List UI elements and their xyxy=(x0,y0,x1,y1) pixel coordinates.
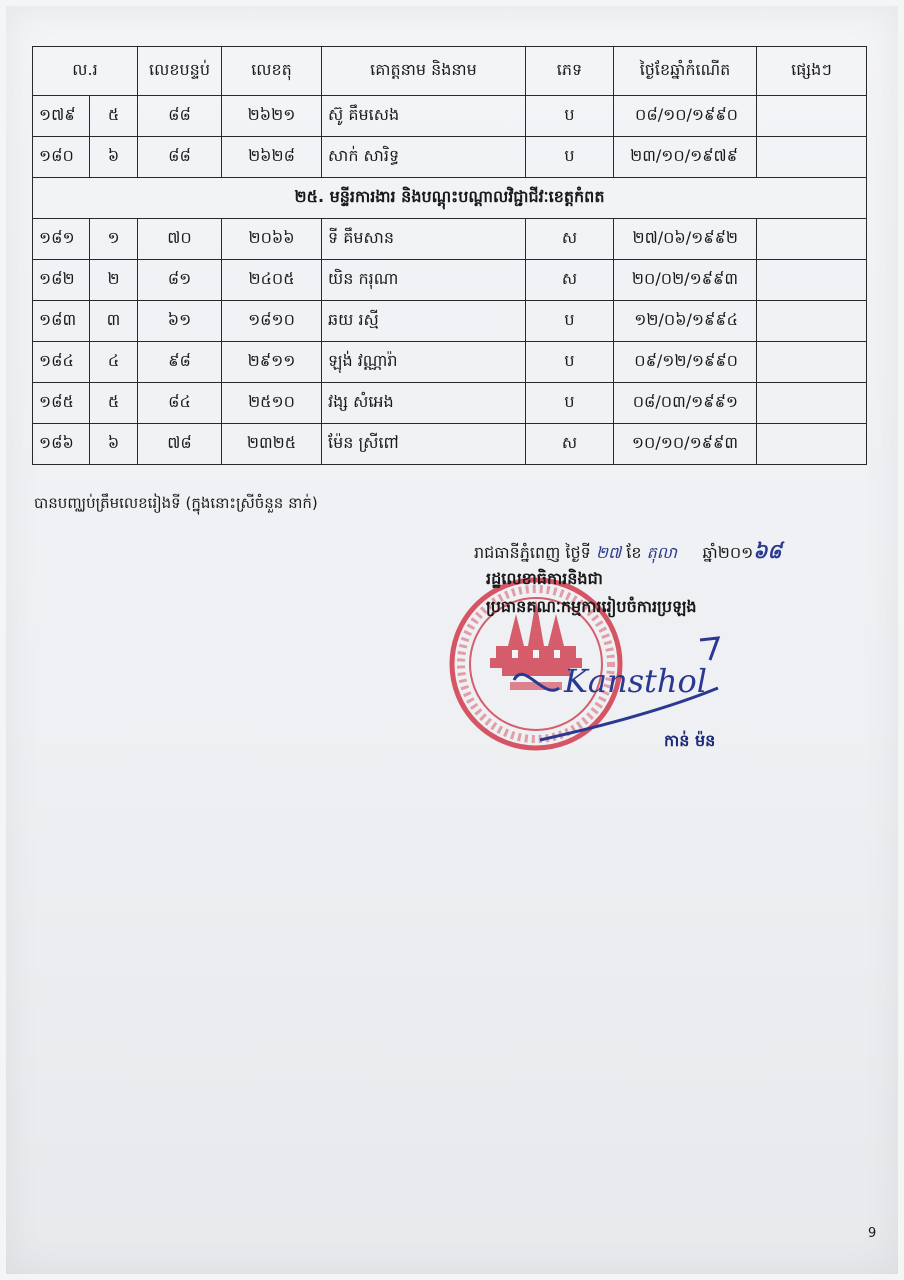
header-no: ល.រ xyxy=(33,47,138,96)
header-room: លេខបន្ទប់ xyxy=(138,47,222,96)
cell-name: ទី គឹមសាន xyxy=(322,219,526,260)
cell-no: ១៨៣ xyxy=(33,301,90,342)
handwritten-month: តុលា xyxy=(646,543,678,562)
cell-room: ៨១ xyxy=(138,260,222,301)
cell-desk: ២៩១១ xyxy=(222,342,322,383)
cell-sub: ៤ xyxy=(90,342,138,383)
cell-sex: ប xyxy=(526,137,614,178)
place-date-line xyxy=(474,538,782,568)
cell-other xyxy=(757,301,867,342)
table-row xyxy=(33,219,867,260)
cell-room: ៧០ xyxy=(138,219,222,260)
cell-other xyxy=(757,219,867,260)
cell-name: យិន ករុណា xyxy=(322,260,526,301)
cell-sub: ២ xyxy=(90,260,138,301)
cell-other xyxy=(757,96,867,137)
cell-room: ៧៨ xyxy=(138,424,222,465)
header-name: គោត្តនាម និងនាម xyxy=(322,47,526,96)
cell-no: ១៧៩ xyxy=(33,96,90,137)
cell-dob: ០៨/០៣/១៩៩១ xyxy=(614,383,757,424)
cell-room: ៨៨ xyxy=(138,137,222,178)
cell-desk: ២៦២៨ xyxy=(222,137,322,178)
cell-name: ម៉ែន ស្រីពៅ xyxy=(322,424,526,465)
cell-dob: ០៩/១២/១៩៩០ xyxy=(614,342,757,383)
cell-no: ១៨២ xyxy=(33,260,90,301)
cell-other xyxy=(757,260,867,301)
cell-no: ១៨៤ xyxy=(33,342,90,383)
cell-sub: ៥ xyxy=(90,383,138,424)
table-row xyxy=(33,342,867,383)
cell-sub: ៦ xyxy=(90,424,138,465)
table-row xyxy=(33,383,867,424)
cell-desk: ២០៦៦ xyxy=(222,219,322,260)
table-row xyxy=(33,137,867,178)
cell-sex: ប xyxy=(526,383,614,424)
handwritten-year: ៦៨ xyxy=(753,539,782,563)
cell-name: វង្ស សំអេង xyxy=(322,383,526,424)
cell-name: ស៊ូ គឹមសេង xyxy=(322,96,526,137)
cell-desk: ១៨១០ xyxy=(222,301,322,342)
cell-dob: ១២/០៦/១៩៩៤ xyxy=(614,301,757,342)
cell-sub: ១ xyxy=(90,219,138,260)
cell-sex: ប xyxy=(526,96,614,137)
cell-sub: ៥ xyxy=(90,96,138,137)
cell-no: ១៨១ xyxy=(33,219,90,260)
closing-note: បានបញ្ឈប់ត្រឹមលេខរៀងទី (ក្នុងនោះស្រីចំនួន នាក់) xyxy=(34,494,318,512)
page-number: 9 xyxy=(868,1226,877,1241)
section-row xyxy=(33,178,867,219)
cell-sex: ស xyxy=(526,424,614,465)
cell-name: ឡុង់ វណ្ណារ៉ា xyxy=(322,342,526,383)
cell-sex: ប xyxy=(526,342,614,383)
cell-room: ៦១ xyxy=(138,301,222,342)
section-title: ២៥. មន្ទីរការងារ និងបណ្តុះបណ្តាលវិជ្ជាជីវៈខេត្តកំពត xyxy=(33,178,867,219)
cell-no: ១៨៦ xyxy=(33,424,90,465)
cell-dob: ២៧/០៦/១៩៩២ xyxy=(614,219,757,260)
cell-sub: ៦ xyxy=(90,137,138,178)
month-label: ខែ xyxy=(626,543,642,562)
table-header-row xyxy=(33,47,867,96)
cell-room: ៩៨ xyxy=(138,342,222,383)
table-row xyxy=(33,424,867,465)
cell-dob: ១០/១០/១៩៩៣ xyxy=(614,424,757,465)
cell-desk: ២៥១០ xyxy=(222,383,322,424)
cell-other xyxy=(757,137,867,178)
cell-sub: ៣ xyxy=(90,301,138,342)
signer-name: កាន់ ម៉ន xyxy=(664,731,716,750)
cell-other xyxy=(757,424,867,465)
cell-no: ១៨០ xyxy=(33,137,90,178)
header-dob: ថ្ងៃខែឆ្នាំកំណើត xyxy=(614,47,757,96)
cell-room: ៨៤ xyxy=(138,383,222,424)
cell-name: សាក់ សារិទ្ធ xyxy=(322,137,526,178)
cell-desk: ២៤០៥ xyxy=(222,260,322,301)
table-row xyxy=(33,260,867,301)
cell-sex: ប xyxy=(526,301,614,342)
cell-dob: ២០/០២/១៩៩៣ xyxy=(614,260,757,301)
cell-name: ឆយ រស្មី xyxy=(322,301,526,342)
cell-sex: ស xyxy=(526,219,614,260)
cell-other xyxy=(757,342,867,383)
header-desk: លេខតុ xyxy=(222,47,322,96)
header-other: ផ្សេងៗ xyxy=(757,47,867,96)
cell-dob: ០៨/១០/១៩៩០ xyxy=(614,96,757,137)
handwritten-day: ២៧ xyxy=(595,543,622,562)
cell-desk: ២៦២១ xyxy=(222,96,322,137)
signer-title-line-1: រដ្ឋលេខាធិការនិងជា xyxy=(486,569,603,588)
cell-no: ១៨៥ xyxy=(33,383,90,424)
cell-other xyxy=(757,383,867,424)
table-row xyxy=(33,301,867,342)
signature-script: Kansthol xyxy=(564,662,707,700)
table-row xyxy=(33,96,867,137)
signer-title-line-2: ប្រធានគណៈកម្មការរៀបចំការប្រឡង xyxy=(486,597,697,616)
place-prefix: រាជធានីភ្នំពេញ ថ្ងៃទី xyxy=(474,543,591,562)
year-label: ឆ្នាំ២០១ xyxy=(702,543,754,562)
cell-sex: ស xyxy=(526,260,614,301)
header-sex: ភេទ xyxy=(526,47,614,96)
cell-room: ៨៨ xyxy=(138,96,222,137)
candidate-table xyxy=(32,46,867,465)
cell-dob: ២៣/១០/១៩៧៩ xyxy=(614,137,757,178)
cell-desk: ២៣២៥ xyxy=(222,424,322,465)
